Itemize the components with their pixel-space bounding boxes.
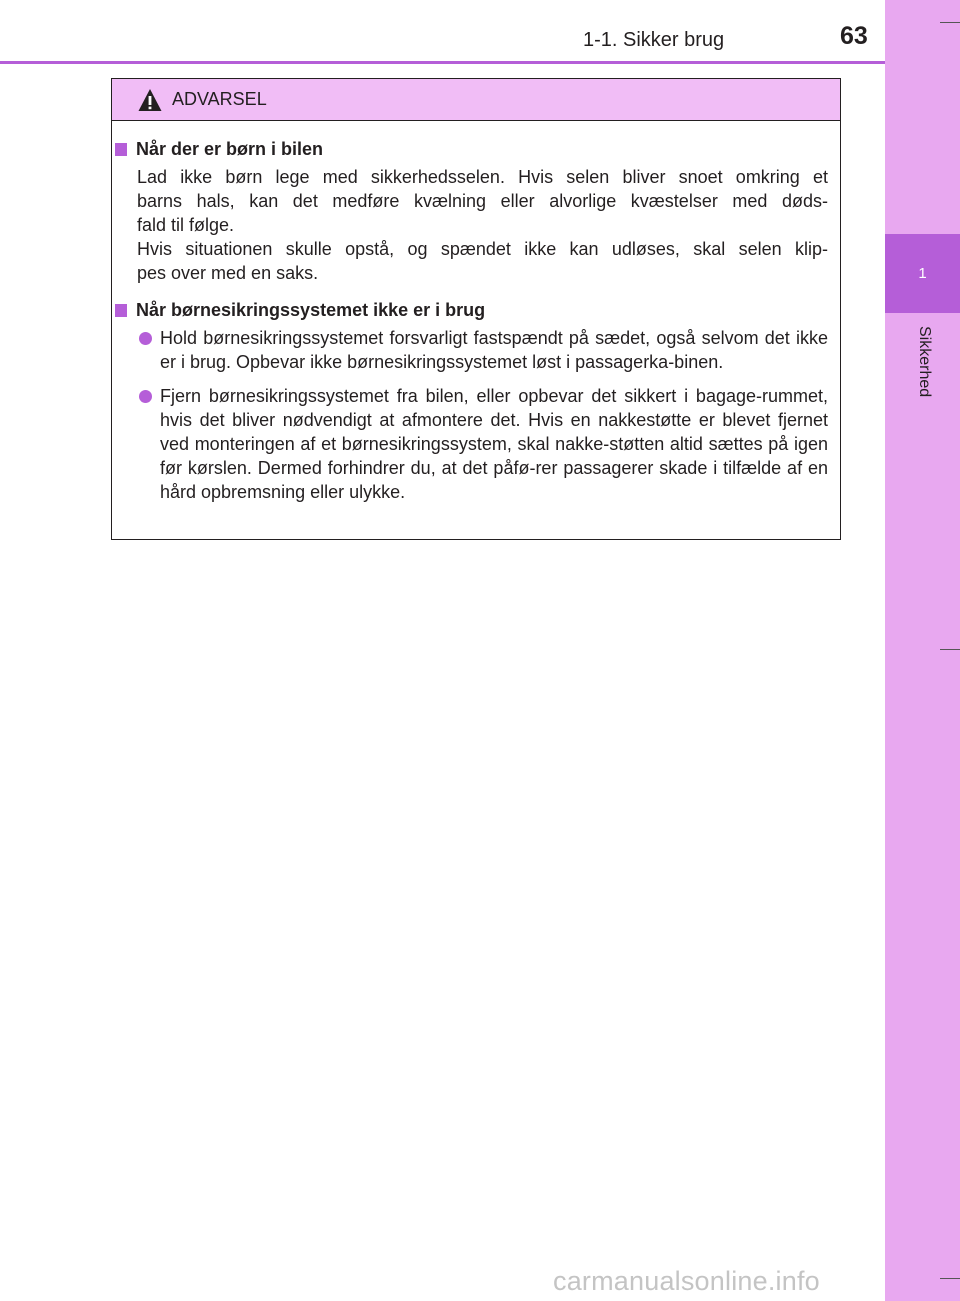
chapter-title: Sikkerhed bbox=[916, 326, 933, 398]
round-bullet-icon bbox=[139, 332, 152, 345]
paragraph-line: fald til følge. bbox=[137, 215, 235, 235]
warning-box bbox=[111, 78, 841, 540]
section-heading-text: Når der er børn i bilen bbox=[136, 139, 324, 159]
header-divider bbox=[0, 61, 885, 64]
list-item-text: Fjern børnesikringssystemet fra bilen, eller opbevar det sikkert i bagage-rummet, hvis det bliver nødvendigt at afmontere det. Hvis en nakkestøtte er blevet fjernet ved monteringen af et børnesikringssystem, skal nakke-støtten altid sættes på igen før kørslen. Dermed forhindrer du, at det påfø-rer passagerer skade i tilfælde af en hård opbremsning eller ulykke. bbox=[160, 386, 828, 502]
list-item bbox=[115, 326, 828, 374]
crop-mark bbox=[940, 649, 960, 650]
warning-body bbox=[112, 121, 840, 504]
list-item-text: Hold børnesikringssystemet forsvarligt fastspændt på sædet, også selvom det ikke er i brug. Opbevar ikke børnesikringssystemet løst i passagerka-binen. bbox=[160, 328, 828, 372]
paragraph-line: barns hals, kan det medføre kvælning eller alvorlige kvæstelser med døds- bbox=[137, 191, 828, 211]
paragraph-line: pes over med en saks. bbox=[137, 263, 319, 283]
page-number: 63 bbox=[840, 22, 868, 50]
section-paragraph bbox=[137, 165, 828, 285]
round-bullet-icon bbox=[139, 390, 152, 403]
section-heading bbox=[115, 299, 828, 322]
list-item bbox=[115, 384, 828, 504]
chapter-number: 1 bbox=[918, 265, 927, 282]
warning-label: ADVARSEL bbox=[172, 89, 267, 109]
section-heading bbox=[115, 138, 828, 161]
warning-triangle-icon bbox=[138, 88, 162, 112]
crop-mark bbox=[940, 22, 960, 23]
section-heading-text: Når børnesikringssystemet ikke er i brug bbox=[136, 300, 486, 320]
warning-header bbox=[112, 79, 840, 121]
paragraph-line: Hvis situationen skulle opstå, og spændet ikke kan udløses, skal selen klip- bbox=[137, 239, 828, 259]
square-bullet-icon bbox=[115, 143, 127, 156]
chapter-sidebar bbox=[885, 0, 960, 1301]
paragraph-line: Lad ikke børn lege med sikkerhedsselen. Hvis selen bliver snoet omkring et bbox=[137, 167, 828, 187]
square-bullet-icon bbox=[115, 304, 127, 317]
watermark: carmanualsonline.info bbox=[553, 1266, 820, 1296]
crop-mark bbox=[940, 1278, 960, 1279]
section-title: 1-1. Sikker brug bbox=[583, 29, 725, 51]
chapter-number-tab[interactable] bbox=[885, 234, 960, 313]
